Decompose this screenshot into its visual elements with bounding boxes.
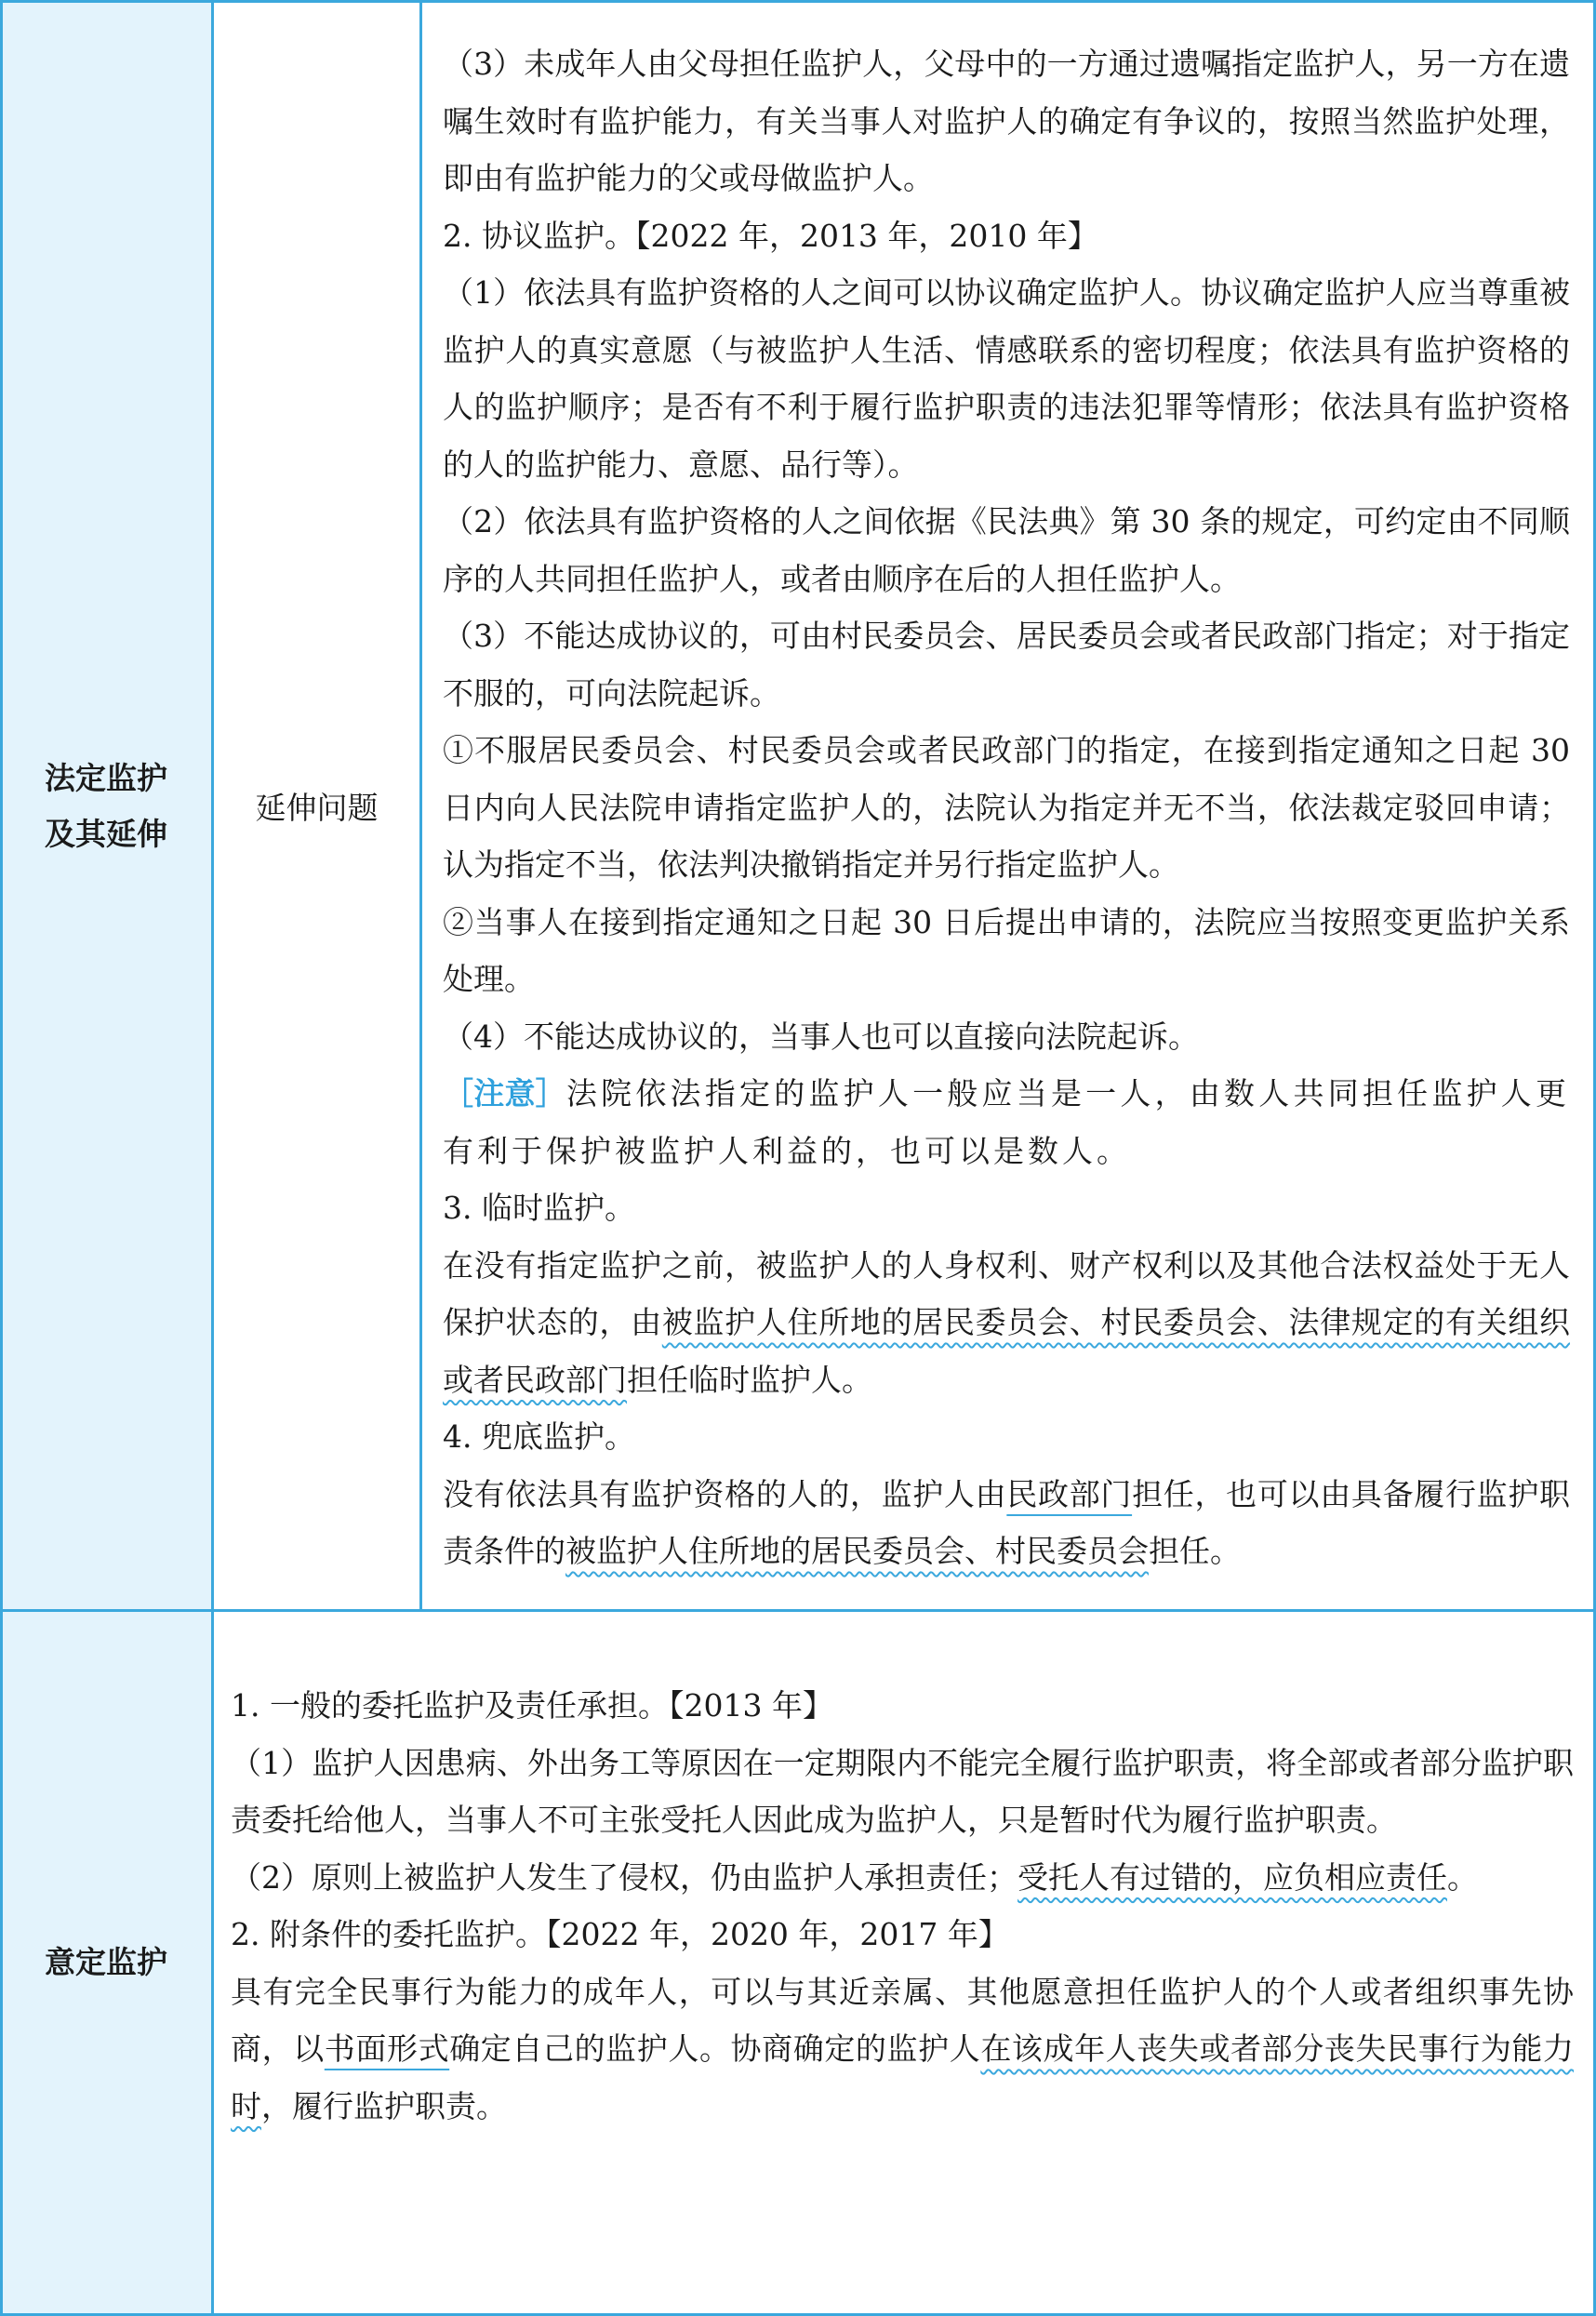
text-span: 担任，也可以由具备履行监护职责条件的 (443, 1475, 1571, 1569)
emphasis-span: 在该成年人丧失或者部分丧失民事行为能力时 (231, 2030, 1575, 2124)
text-span: 在没有指定监护之前，被监护人的人身权利、财产权利以及其他合法权益处于无人保护状态的，由 (443, 1246, 1570, 1340)
text-span: 担任。 (1149, 1533, 1241, 1569)
subcategory-cell-extension: 延伸问题 (255, 790, 379, 826)
paragraph: （3）不能达成协议的，可由村民委员会、居民委员会或者民政部门指定；对于指定不服的，可向法院起诉。 (443, 618, 1570, 712)
section-heading: 3. 临时监护。 (443, 1190, 635, 1226)
section-heading: 4. 兜底监护。 (443, 1418, 635, 1455)
section-heading: 1. 一般的委托监护及责任承担。【2013 年】 (231, 1687, 833, 1724)
section-heading: 2. 协议监护。【2022 年，2013 年，2010 年】 (443, 217, 1098, 254)
text-span: 确定自己的监护人。协商确定的监护人 (449, 2030, 981, 2067)
text-span: （2）原则上被监护人发生了侵权，仍由监护人承担责任； (231, 1858, 1017, 1896)
note (443, 1065, 1570, 1179)
paragraph (231, 1963, 1574, 2136)
paragraph: （3）未成年人由父母担任监护人，父母中的一方通过遗嘱指定监护人，另一方在遗嘱生效时有监护能力，有关当事人对监护人的确定有争议的，按照当然监护处理，即由有监护能力的父或母做监护人。 (443, 46, 1570, 196)
emphasis-span: 受托人有过错的，应负相应责任 (1017, 1858, 1447, 1896)
text-span: 。 (1447, 1858, 1478, 1896)
paragraph: （1）监护人因患病、外出务工等原因在一定期限内不能完全履行监护职责，将全部或者部分监护职责委托给他人，当事人不可主张受托人因此成为监护人，只是暂时代为履行监护职责。 (231, 1744, 1574, 1838)
emphasis-span: 被监护人住所地的居民委员会、村民委员会、法律规定的有关组织或者民政部门 (443, 1304, 1571, 1398)
paragraph (231, 1849, 1574, 1907)
emphasis-span: 被监护人住所地的居民委员会、村民委员会 (565, 1533, 1149, 1569)
text-span: 具有完全民事行为能力的成年人，可以与其近亲属、其他愿意担任监护人的个人或者组织事先协商，以 (231, 1973, 1574, 2067)
paragraph: ①不服居民委员会、村民委员会或者民政部门的指定，在接到指定通知之日起 30 日内向人民法院申请指定监护人的，法院认为指定并无不当，依法裁定驳回申请；认为指定不当，依法判决撤销指定并另行指定监护人。 (443, 732, 1570, 883)
paragraph: ②当事人在接到指定通知之日起 30 日后提出申请的，法院应当按照变更监护关系处理。 (443, 903, 1570, 997)
row2-content (231, 1677, 1574, 2135)
paragraph (443, 1466, 1570, 1580)
grid-hline-1 (0, 1609, 1596, 1612)
emphasis-span: 书面形式 (324, 2030, 450, 2067)
paragraph: （1）依法具有监护资格的人之间可以协议确定监护人。协议确定监护人应当尊重被监护人的真实意愿（与被监护人生活、情感联系的密切程度；依法具有监护资格的人的监护顺序；是否有不利于履行监护职责的违法犯罪等情形；依法具有监护资格的人的监护能力、意愿、品行等）。 (443, 274, 1570, 483)
emphasis-span: 民政部门 (1006, 1475, 1133, 1512)
row1-content (443, 35, 1570, 1580)
section-heading: 2. 附条件的委托监护。【2022 年，2020 年，2017 年】 (231, 1916, 1009, 1952)
text-span: 担任临时监护人。 (627, 1361, 872, 1398)
category-cell-legal-guardianship: 法定监护 及其延伸 (45, 759, 167, 852)
paragraph (443, 1237, 1570, 1409)
paragraph: （4）不能达成协议的，当事人也可以直接向法院起诉。 (443, 1018, 1199, 1055)
paragraph: （2）依法具有监护资格的人之间依据《民法典》第 30 条的规定，可约定由不同顺序的人共同担任监护人，或者由顺序在后的人担任监护人。 (443, 503, 1570, 597)
note-tag: ［注意］ (443, 1075, 566, 1111)
note-text: 法院依法指定的监护人一般应当是一人，由数人共同担任监护人更有利于保护被监护人利益的，也可以是数人。 (443, 1075, 1570, 1169)
text-span: 没有依法具有监护资格的人的，监护人由 (443, 1475, 1007, 1512)
text-span: ，履行监护职责。 (261, 2087, 507, 2124)
category-cell-voluntary-guardianship: 意定监护 (45, 1944, 167, 1980)
